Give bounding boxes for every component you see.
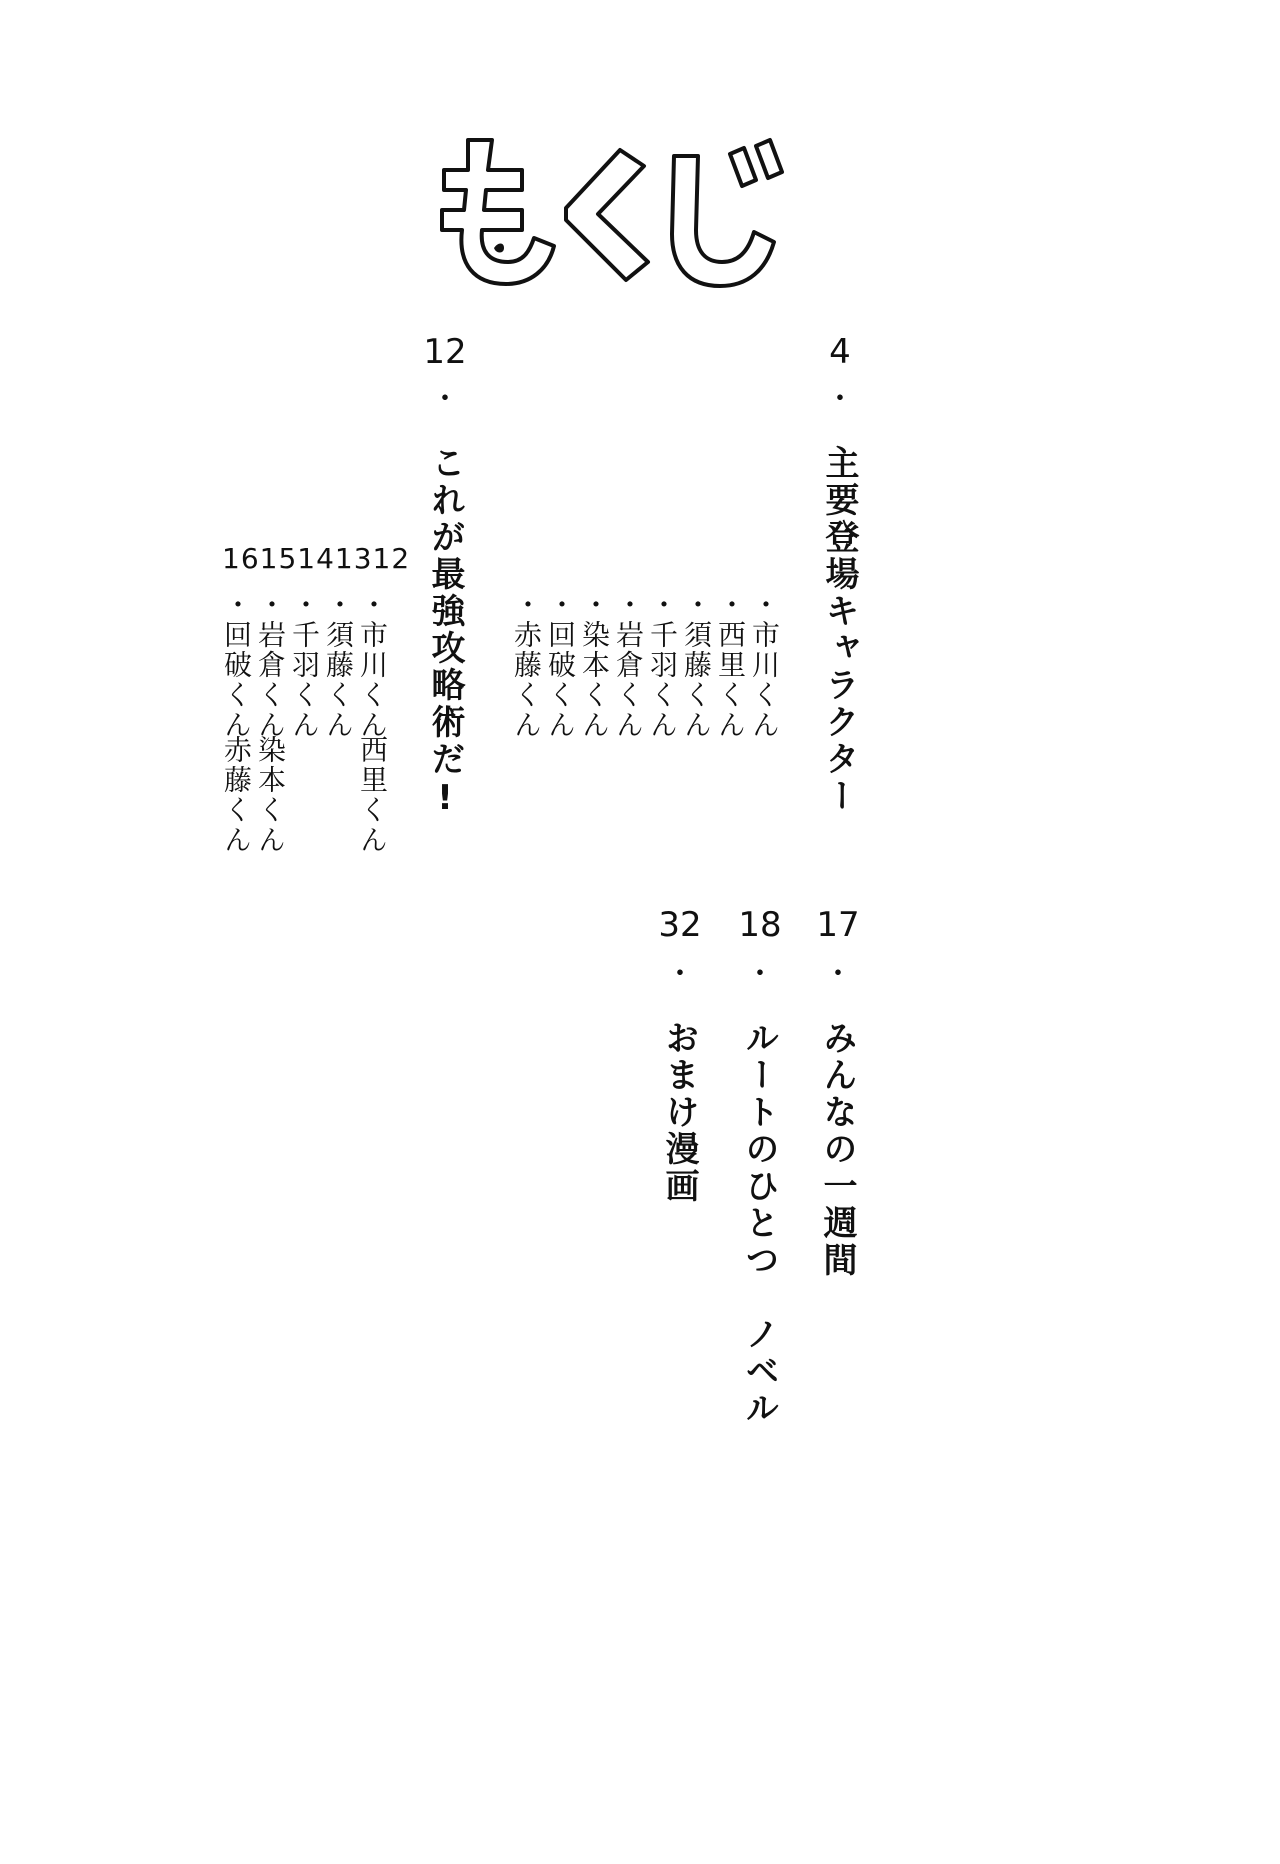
character-item: ・回破くん [544, 590, 577, 740]
section-3-label: みんなの一週間 [817, 1020, 857, 1279]
section-3-page: 17 [816, 905, 860, 945]
character-item: ・岩倉くん [612, 590, 645, 740]
strategy-item: ・市川くん [356, 590, 389, 740]
character-item: ・千羽くん [646, 590, 679, 740]
character-item: ・染本くん [578, 590, 611, 740]
section-2-label: これが最強攻略術だ! [425, 445, 465, 821]
character-item: ・西里くん [714, 590, 747, 740]
strategy-item-second: 染本くん [254, 735, 287, 855]
section-1-dot: ・ [825, 382, 855, 417]
section-2-page-numbers: 1615141312 [222, 542, 411, 575]
toc-title [430, 130, 790, 290]
section-4-dot: ・ [745, 957, 775, 992]
section-5-label: おまけ漫画 [659, 1020, 699, 1205]
section-5-page: 32 [658, 905, 702, 945]
character-item: ・市川くん [748, 590, 781, 740]
section-5-dot: ・ [665, 957, 695, 992]
character-item: ・赤藤くん [510, 590, 543, 740]
section-4-page: 18 [738, 905, 782, 945]
strategy-item: ・回破くん [220, 590, 253, 740]
section-2-page: 12 [423, 332, 467, 372]
character-item: ・須藤くん [680, 590, 713, 740]
toc-title-lettering [430, 130, 790, 290]
section-1-page: 4 [829, 332, 851, 372]
strategy-item: ・千羽くん [288, 590, 321, 740]
strategy-item-second: 赤藤くん [220, 735, 253, 855]
section-2-dot: ・ [430, 382, 460, 417]
strategy-item: ・須藤くん [322, 590, 355, 740]
strategy-item: ・岩倉くん [254, 590, 287, 740]
strategy-item-second: 西里くん [356, 735, 389, 855]
section-4-label: ルートのひとつ ノベル [739, 1020, 779, 1427]
section-3-dot: ・ [823, 957, 853, 992]
section-1-label: 主要登場キャラクター [819, 445, 859, 815]
